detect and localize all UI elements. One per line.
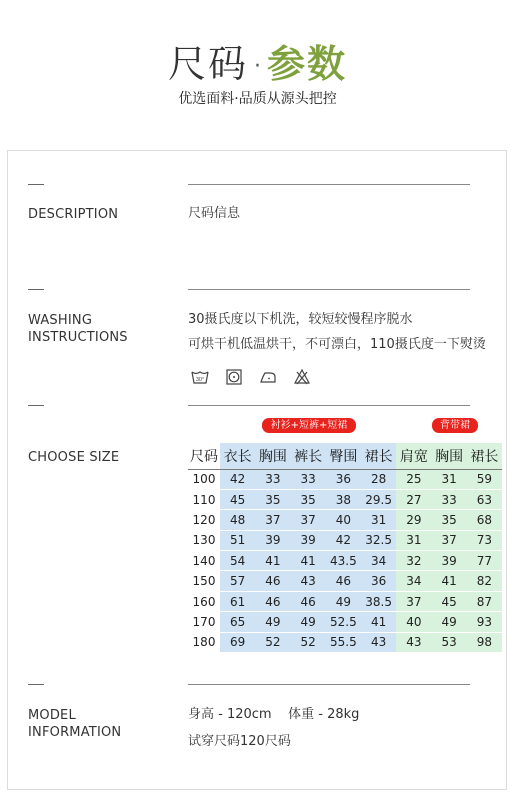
measure-cell: 82 [467,571,502,591]
measure-cell: 77 [467,551,502,571]
col-chest: 胸围 [255,443,290,469]
title-main: 尺码 [167,42,248,86]
measure-cell: 38.5 [361,591,396,611]
measure-cell: 87 [467,591,502,611]
measure-cell: 52 [255,632,290,652]
measure-cell: 57 [220,571,255,591]
col-pants-length: 裤长 [291,443,326,469]
table-row [188,530,502,550]
measure-cell: 49 [326,591,361,611]
col-chest-2: 胸围 [432,443,467,469]
measure-cell: 48 [220,510,255,530]
svg-text:30°: 30° [195,377,205,383]
size-cell: 160 [188,591,220,611]
measure-cell: 33 [291,469,326,489]
measure-cell: 35 [255,489,290,509]
measure-cell: 49 [432,612,467,632]
model-label [28,707,121,741]
measure-cell: 42 [220,469,255,489]
model-line1: 身高 - 120cm 体重 - 28kg [188,707,360,722]
description-dash [28,184,44,185]
table-row [188,571,502,591]
model-line2: 试穿尺码120尺码 [188,734,291,749]
measure-cell: 35 [291,489,326,509]
measure-cell: 33 [255,469,290,489]
measure-cell: 36 [361,571,396,591]
measure-cell: 45 [220,489,255,509]
measure-cell: 54 [220,551,255,571]
measure-cell: 38 [326,489,361,509]
measure-cell: 51 [220,530,255,550]
size-cell: 170 [188,612,220,632]
measure-cell: 27 [396,489,431,509]
measure-cell: 41 [361,612,396,632]
measure-cell: 41 [432,571,467,591]
measure-cell: 34 [361,551,396,571]
measure-cell: 45 [432,591,467,611]
size-cell: 130 [188,530,220,550]
page-title [0,42,515,89]
measure-cell: 28 [361,469,396,489]
measure-cell: 39 [432,551,467,571]
washing-line1: 30摄氏度以下机洗，较短较慢程序脱水 [188,312,413,327]
table-row [188,551,502,571]
measure-cell: 46 [255,591,290,611]
description-divider [188,184,470,185]
size-table [188,443,502,653]
measure-cell: 63 [467,489,502,509]
page-header [0,0,515,150]
measure-cell: 59 [467,469,502,489]
measure-cell: 43.5 [326,551,361,571]
size-cell: 120 [188,510,220,530]
measure-cell: 49 [291,612,326,632]
measure-cell: 42 [326,530,361,550]
measure-cell: 37 [396,591,431,611]
measure-cell: 68 [467,510,502,530]
measure-cell: 29 [396,510,431,530]
measure-cell: 31 [361,510,396,530]
measure-cell: 69 [220,632,255,652]
table-row [188,591,502,611]
washing-30-icon [190,367,210,387]
washing-label-line2: INSTRUCTIONS [28,330,128,345]
measure-cell: 46 [326,571,361,591]
measure-cell: 46 [291,591,326,611]
table-row [188,489,502,509]
measure-cell: 41 [291,551,326,571]
measure-cell: 32.5 [361,530,396,550]
model-divider [188,684,470,685]
measure-cell: 39 [255,530,290,550]
title-accent: 参数 [267,42,348,86]
measure-cell: 31 [396,530,431,550]
measure-cell: 73 [467,530,502,550]
no-bleach-icon [292,367,312,387]
care-icons [190,366,312,388]
measure-cell: 43 [291,571,326,591]
page-subtitle: 优选面料·品质从源头把控 [178,91,337,107]
col-skirt-length: 裙长 [361,443,396,469]
badge-overall-skirt: 背带裙 [432,418,478,433]
iron-icon [258,367,278,387]
measure-cell: 49 [255,612,290,632]
col-size: 尺码 [188,443,220,469]
measure-cell: 34 [396,571,431,591]
model-label-line1: MODEL [28,708,76,723]
measure-cell: 55.5 [326,632,361,652]
badge-shirt-shorts-skirt: 衬衫+短裤+短裙 [262,418,356,433]
measure-cell: 33 [432,489,467,509]
model-label-line2: INFORMATION [28,725,122,740]
washing-line2: 可烘干机低温烘干，不可漂白，110摄氏度一下熨烫 [188,337,486,352]
measure-cell: 52.5 [326,612,361,632]
measure-cell: 46 [255,571,290,591]
size-cell: 140 [188,551,220,571]
col-length: 衣长 [220,443,255,469]
measure-cell: 93 [467,612,502,632]
washing-label [28,312,128,346]
measure-cell: 29.5 [361,489,396,509]
measure-cell: 40 [326,510,361,530]
measure-cell: 43 [361,632,396,652]
measure-cell: 53 [432,632,467,652]
measure-cell: 39 [291,530,326,550]
description-value: 尺码信息 [188,206,241,221]
table-row [188,510,502,530]
size-dash [28,405,44,406]
washing-dash [28,289,44,290]
washing-divider [188,289,470,290]
col-hip: 臀围 [326,443,361,469]
size-divider [188,405,470,406]
size-table-body [188,469,502,653]
col-skirt-length-2: 裙长 [467,443,502,469]
table-row [188,469,502,489]
description-label: DESCRIPTION [28,207,119,222]
measure-cell: 32 [396,551,431,571]
measure-cell: 37 [291,510,326,530]
measure-cell: 65 [220,612,255,632]
measure-cell: 98 [467,632,502,652]
size-label: CHOOSE SIZE [28,450,120,465]
measure-cell: 37 [432,530,467,550]
model-dash [28,684,44,685]
measure-cell: 52 [291,632,326,652]
table-row [188,612,502,632]
size-cell: 110 [188,489,220,509]
washing-label-line1: WASHING [28,313,93,328]
table-row [188,632,502,652]
measure-cell: 25 [396,469,431,489]
measure-cell: 43 [396,632,431,652]
size-cell: 100 [188,469,220,489]
size-table-header [188,443,502,469]
measure-cell: 31 [432,469,467,489]
title-separator: · [254,53,261,79]
size-cell: 150 [188,571,220,591]
col-shoulder: 肩宽 [396,443,431,469]
measure-cell: 40 [396,612,431,632]
size-cell: 180 [188,632,220,652]
measure-cell: 35 [432,510,467,530]
measure-cell: 61 [220,591,255,611]
measure-cell: 41 [255,551,290,571]
tumble-dry-low-icon [224,367,244,387]
measure-cell: 36 [326,469,361,489]
measure-cell: 37 [255,510,290,530]
